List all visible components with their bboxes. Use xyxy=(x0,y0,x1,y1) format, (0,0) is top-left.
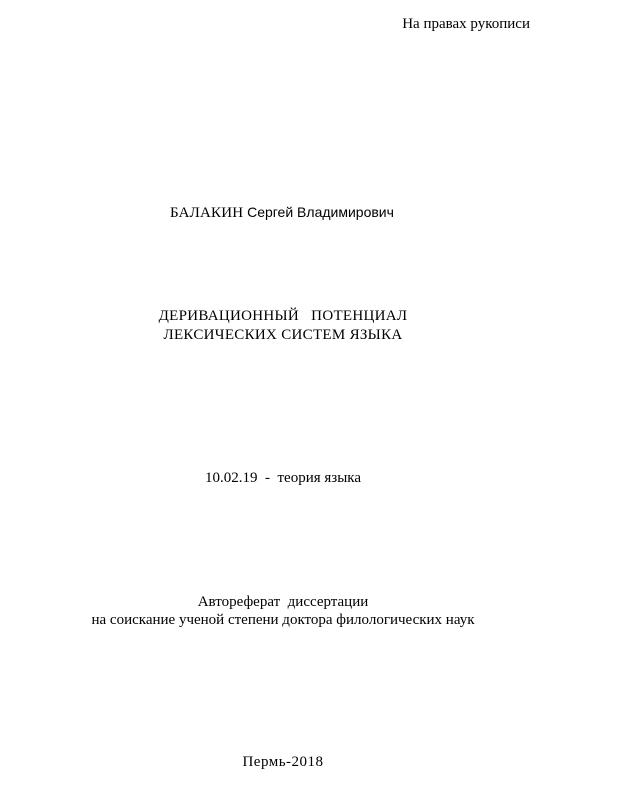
specialty-code: 10.02.19 - теория языка xyxy=(204,470,361,486)
document-type-line-1: Автореферат диссертации xyxy=(197,594,369,610)
place-and-year: Пермь-2018 xyxy=(242,754,324,770)
author-surname: БАЛАКИН xyxy=(170,205,244,221)
rights-note: На правах рукописи xyxy=(402,16,530,32)
document-type-line-2: на соискание ученой степени доктора филологических наук xyxy=(91,612,475,628)
author-name xyxy=(170,203,394,222)
dissertation-title-line-1: ДЕРИВАЦИОННЫЙ ПОТЕНЦИАЛ xyxy=(158,308,408,324)
dissertation-title-line-2: ЛЕКСИЧЕСКИХ СИСТЕМ ЯЗЫКА xyxy=(163,327,403,343)
author-given-names: Сергей Владимирович xyxy=(247,204,394,220)
